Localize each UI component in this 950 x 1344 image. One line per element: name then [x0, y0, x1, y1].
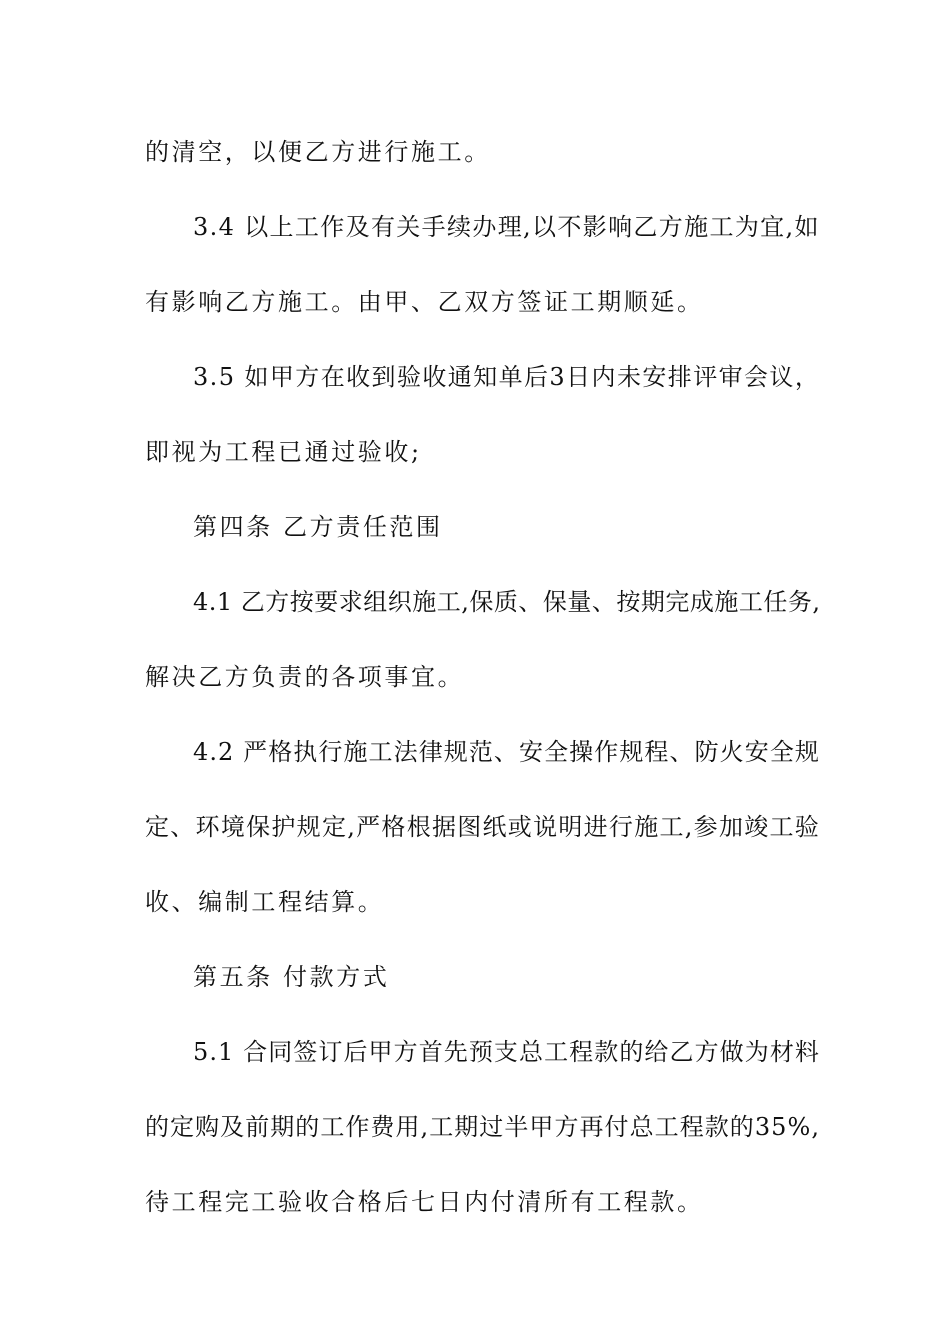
paragraph-line: 的定购及前期的工作费用,工期过半甲方再付总工程款的35%,	[145, 1113, 820, 1141]
clause-4-2-line: 4.2 严格执行施工法律规范、安全操作规程、防火安全规	[193, 738, 820, 766]
article-5-heading: 第五条 付款方式	[193, 963, 390, 991]
paragraph-line: 有影响乙方施工。由甲、乙双方签证工期顺延。	[145, 288, 704, 316]
paragraph-line: 解决乙方负责的各项事宜。	[145, 663, 465, 691]
paragraph-line: 收、编制工程结算。	[145, 888, 385, 916]
paragraph-line: 待工程完工验收合格后七日内付清所有工程款。	[145, 1188, 704, 1216]
clause-5-1-line: 5.1 合同签订后甲方首先预支总工程款的给乙方做为材料	[193, 1038, 820, 1066]
article-4-heading: 第四条 乙方责任范围	[193, 513, 443, 541]
paragraph-line: 即视为工程已通过验收;	[145, 438, 422, 466]
clause-4-1-line: 4.1 乙方按要求组织施工,保质、保量、按期完成施工任务,	[193, 588, 821, 616]
clause-3-4-line: 3.4 以上工作及有关手续办理,以不影响乙方施工为宜,如	[193, 213, 820, 241]
clause-3-5-line: 3.5 如甲方在收到验收通知单后3日内未安排评审会议，	[193, 363, 821, 391]
paragraph-line: 的清空，以便乙方进行施工。	[145, 138, 491, 166]
paragraph-line: 定、环境保护规定,严格根据图纸或说明进行施工,参加竣工验	[145, 813, 821, 841]
